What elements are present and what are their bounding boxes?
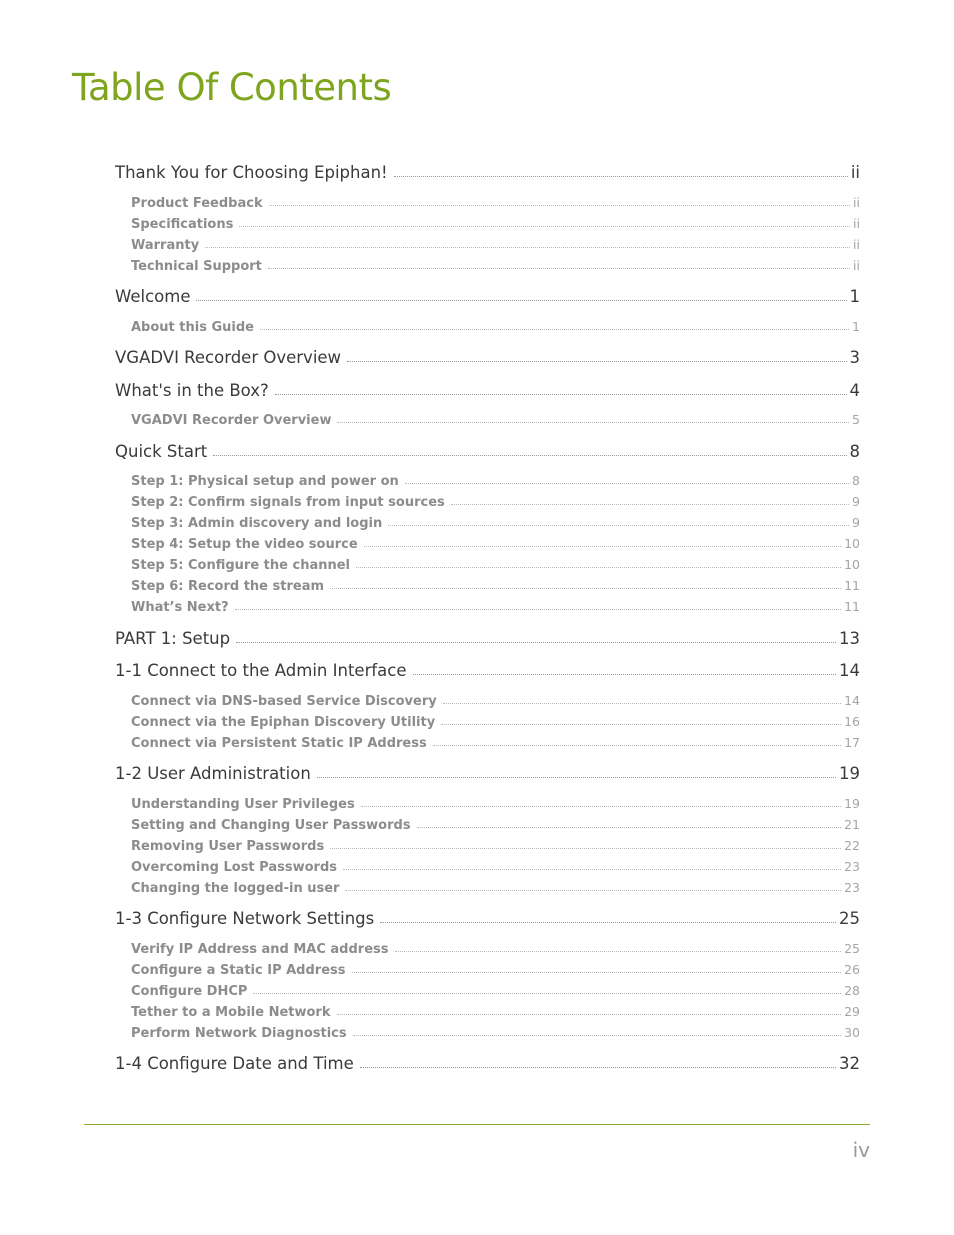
toc-dot-leader [337,421,849,423]
toc-section-entry[interactable] [131,599,860,615]
toc-entry-title: Welcome [115,287,191,306]
toc-section-entry[interactable] [131,817,860,833]
toc-dot-leader [395,950,842,952]
toc-entry-page: 14 [844,693,860,708]
toc-entry-title: VGADVI Recorder Overview [115,348,342,367]
toc-entry-page: 4 [849,381,860,400]
toc-entry-page: 10 [844,557,860,572]
toc-entry-title: Step 1: Physical setup and power on [131,474,399,489]
toc-section-entry[interactable] [131,237,860,253]
toc-section-entry[interactable] [131,735,860,751]
toc-section-entry[interactable] [131,838,860,854]
toc-entry-page: 9 [852,494,860,509]
toc-dot-leader [239,225,850,227]
toc-entry-page: 3 [849,348,860,367]
toc-entry-title: About this Guide [131,320,254,335]
toc-entry-page: 22 [844,838,860,853]
toc-entry-title: Tether to a Mobile Network [131,1005,331,1020]
toc-section-entry[interactable] [131,941,860,957]
footer-rule [84,1124,870,1125]
toc-entry-page: 17 [844,735,860,750]
toc-section-entry[interactable] [131,693,860,709]
toc-entry-title: 1-1 Connect to the Admin Interface [115,661,407,680]
toc-section-entry[interactable] [131,195,860,211]
toc-section-entry[interactable] [131,714,860,730]
toc-dot-leader [269,204,850,206]
toc-section-entry[interactable] [131,258,860,274]
page-title: Table Of Contents [72,66,392,109]
toc-entry-page: 16 [844,714,860,729]
toc-entry-page: 1 [852,319,860,334]
toc-dot-leader [356,566,841,568]
toc-entry-page: 25 [839,909,860,928]
toc-chapter-entry[interactable] [115,764,860,783]
page-number: iv [852,1138,870,1162]
toc-entry-title: PART 1: Setup [115,629,231,648]
toc-entry-page: 13 [839,629,860,648]
toc-chapter-entry[interactable] [115,1054,860,1073]
toc-section-entry[interactable] [131,1004,860,1020]
toc-entry-page: 14 [839,661,860,680]
toc-dot-leader [353,1034,841,1036]
toc-dot-leader [330,847,841,849]
toc-entry-title: What's in the Box? [115,381,269,400]
toc-dot-leader [443,702,841,704]
toc-dot-leader [268,267,850,269]
toc-entry-title: Quick Start [115,442,208,461]
toc-dot-leader [205,246,850,248]
toc-section-entry[interactable] [131,578,860,594]
toc-entry-title: Understanding User Privileges [131,797,355,812]
toc-dot-leader [413,673,837,675]
toc-entry-title: Configure a Static IP Address [131,963,346,978]
toc-entry-page: 8 [849,442,860,461]
toc-entry-page: 29 [844,1004,860,1019]
toc-entry-title: Connect via Persistent Static IP Address [131,736,427,751]
toc-section-entry[interactable] [131,473,860,489]
toc-dot-leader [253,992,841,994]
toc-section-entry[interactable] [131,515,860,531]
toc-dot-leader [388,524,849,526]
toc-entry-page: 23 [844,880,860,895]
toc-entry-title: 1-4 Configure Date and Time [115,1054,354,1073]
toc-entry-page: 5 [852,412,860,427]
toc-dot-leader [275,393,847,395]
toc-entry-page: 9 [852,515,860,530]
toc-section-entry[interactable] [131,880,860,896]
toc-entry-page: 19 [844,796,860,811]
toc-entry-page: 23 [844,859,860,874]
toc-section-entry[interactable] [131,494,860,510]
toc-section-entry[interactable] [131,319,860,335]
toc-entry-page: ii [853,195,860,210]
toc-entry-title: Connect via the Epiphan Discovery Utility [131,715,436,730]
toc-section-entry[interactable] [131,796,860,812]
toc-dot-leader [236,641,836,643]
toc-dot-leader [360,1066,836,1068]
toc-dot-leader [337,1013,842,1015]
toc-dot-leader [441,723,841,725]
toc-chapter-entry[interactable] [115,629,860,648]
toc-entry-title: Setting and Changing User Passwords [131,818,411,833]
toc-entry-page: ii [853,237,860,252]
toc-chapter-entry[interactable] [115,661,860,680]
toc-dot-leader [345,889,841,891]
toc-entry-title: Step 6: Record the stream [131,579,325,594]
toc-section-entry[interactable] [131,962,860,978]
toc-dot-leader [352,971,842,973]
toc-entry-page: 1 [849,287,860,306]
toc-entry-title: Step 5: Configure the channel [131,558,351,573]
toc-chapter-entry[interactable] [115,381,860,400]
toc-entry-title: 1-3 Configure Network Settings [115,909,375,928]
toc-dot-leader [451,503,849,505]
toc-entry-title: 1-2 User Administration [115,764,311,783]
toc-entry-page: 25 [844,941,860,956]
toc-dot-leader [417,826,842,828]
toc-entry-title: Verify IP Address and MAC address [131,942,389,957]
toc-entry-title: Perform Network Diagnostics [131,1026,347,1041]
toc-dot-leader [330,587,841,589]
toc-entry-page: 10 [844,536,860,551]
toc-entry-page: 11 [844,599,860,614]
toc-entry-title: Step 4: Setup the video source [131,537,358,552]
toc-entry-page: 8 [852,473,860,488]
toc-dot-leader [364,545,841,547]
toc-dot-leader [235,608,841,610]
toc-section-entry[interactable] [131,1025,860,1041]
toc-entry-title: Changing the logged-in user [131,881,340,896]
toc-section-entry[interactable] [131,983,860,999]
toc-dot-leader [343,868,841,870]
toc-entry-title: VGADVI Recorder Overview [131,413,332,428]
toc-section-entry[interactable] [131,859,860,875]
toc-dot-leader [213,454,846,456]
toc-entry-page: 11 [844,578,860,593]
toc-entry-page: 30 [844,1025,860,1040]
toc-entry-title: Step 3: Admin discovery and login [131,516,383,531]
toc-dot-leader [394,175,848,177]
toc-chapter-entry[interactable] [115,442,860,461]
toc-entry-title: Overcoming Lost Passwords [131,860,337,875]
toc-dot-leader [361,805,841,807]
toc-dot-leader [196,299,846,301]
toc-dot-leader [260,328,849,330]
toc-entry-page: ii [850,163,860,182]
toc-entry-title: What’s Next? [131,600,229,615]
toc-entry-page: 26 [844,962,860,977]
toc-entry-title: Configure DHCP [131,984,248,999]
toc-dot-leader [317,776,836,778]
toc-entry-title: Step 2: Confirm signals from input sources [131,495,445,510]
toc-entry-title: Thank You for Choosing Epiphan! [115,163,388,182]
toc-entry-title: Product Feedback [131,196,263,211]
toc-entry-title: Warranty [131,238,200,253]
toc-dot-leader [405,482,849,484]
toc-section-entry[interactable] [131,557,860,573]
toc-entry-page: ii [853,216,860,231]
toc-chapter-entry[interactable] [115,348,860,367]
toc-entry-title: Specifications [131,217,234,232]
toc-entry-page: 32 [839,1054,860,1073]
toc-dot-leader [347,360,846,362]
toc-entry-page: 28 [844,983,860,998]
toc-section-entry[interactable] [131,536,860,552]
toc-entry-title: Technical Support [131,259,262,274]
toc-entry-title: Connect via DNS-based Service Discovery [131,694,437,709]
toc-entry-page: 21 [844,817,860,832]
toc-chapter-entry[interactable] [115,163,860,182]
toc-section-entry[interactable] [131,412,860,428]
toc-dot-leader [433,744,841,746]
toc-entry-page: 19 [839,764,860,783]
toc-chapter-entry[interactable] [115,287,860,306]
toc-dot-leader [380,921,836,923]
toc-entry-title: Removing User Passwords [131,839,325,854]
toc-entry-page: ii [853,258,860,273]
toc-chapter-entry[interactable] [115,909,860,928]
toc-section-entry[interactable] [131,216,860,232]
